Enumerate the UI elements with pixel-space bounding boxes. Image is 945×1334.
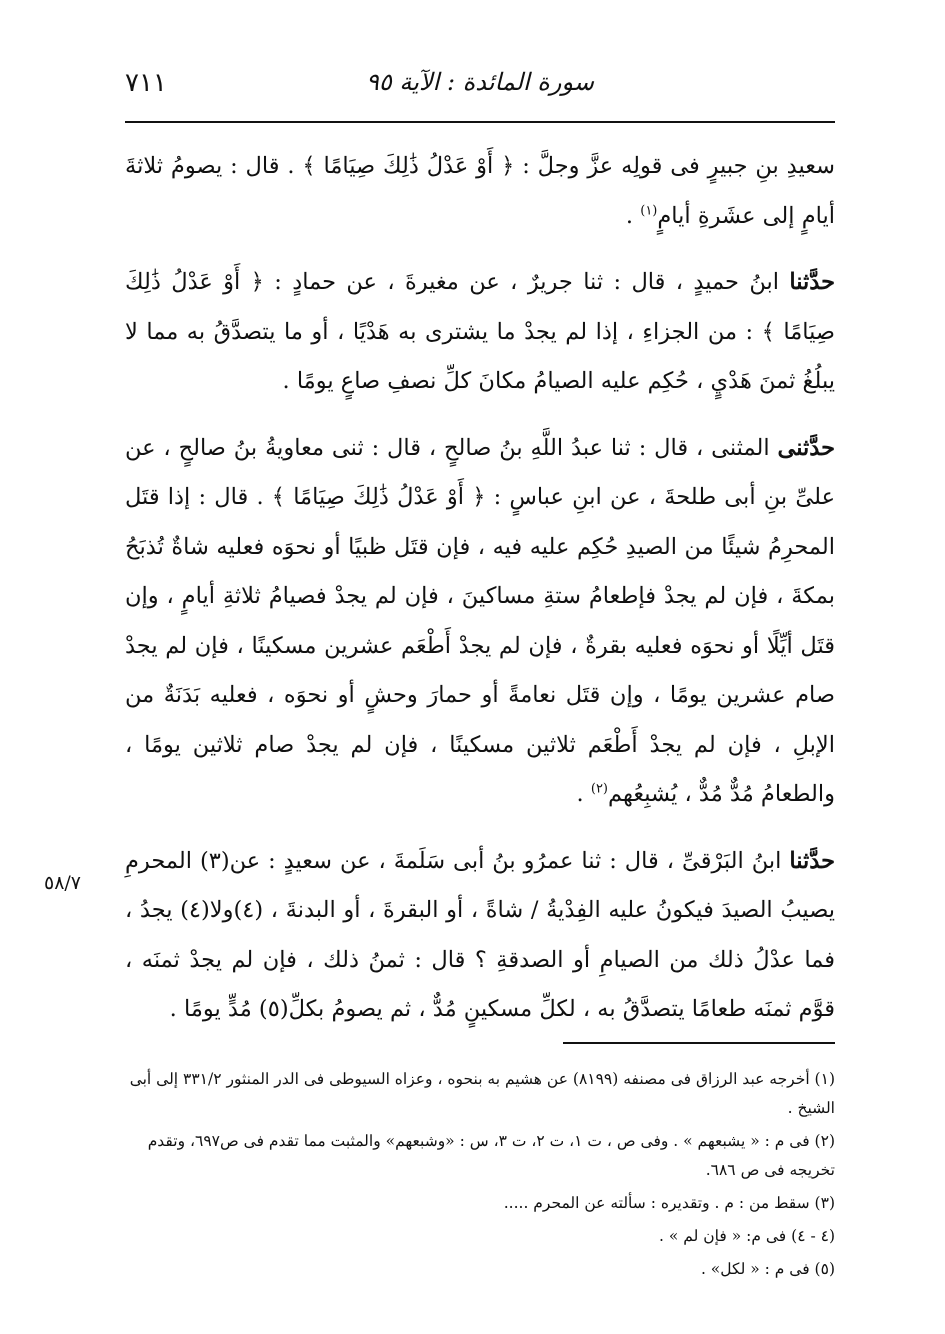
page-header	[125, 68, 835, 104]
page-number: ٧١١	[125, 68, 167, 98]
paragraph-text: المثنى ، قال : ثنا عبدُ اللَّهِ بنُ صالحٍ ، قال : ثنى معاويةُ بنُ صالحٍ ، عن علىِّ بنِ أبى طلحةَ ، عن ابنِ عباسٍ : ﴿ أَوْ عَدْلُ ذَٰلِكَ صِيَامًا ﴾ . قال : إذا قتَل المحرِمُ شيئًا من الصيدِ حُكِم عليه فيه ، فإن قتَل ظبيًا أو نحوَه فعليه شاةٌ تُذبَحُ بمكةَ ، فإن لم يجدْ فإطعامُ ستةِ مساكينَ ، فإن لم يجدْ فصيامُ ثلاثةِ أيامٍ ، وإن قتَل أيِّلًا أو نحوَه فعليه بقرةٌ ، فإن لم يجدْ أَطْعَم عشرين مسكينًا ، فإن لم يجدْ صام عشرين يومًا ، وإن قتَل نعامةً أو حمارَ وحشٍ أو نحوَه ، فعليه بَدَنَةٌ من الإبلِ ، فإن لم يجدْ أَطْعَم ثلاثين مسكينًا ، فإن لم يجدْ صام ثلاثين يومًا ، والطعامُ مُدٌّ مُدٌّ ، يُشبِعُهم	[125, 434, 835, 807]
paragraph-end: .	[576, 781, 591, 807]
footnote-4: (٤ - ٤) فى م: « فإن لم » .	[659, 1227, 835, 1245]
paragraph-end: .	[625, 202, 641, 229]
header-rule	[125, 121, 835, 123]
paragraph-lead: حدَّثنى	[777, 434, 835, 461]
paragraph-2	[125, 258, 835, 407]
footnote-rule	[563, 1042, 835, 1044]
paragraph-1	[125, 142, 835, 241]
paragraph-lead: حدَّثنا	[789, 847, 835, 874]
footnote-ref-2: (٢)	[590, 781, 608, 797]
running-title: سورة المائدة : الآية ٩٥	[366, 68, 594, 96]
paragraph-4	[125, 837, 835, 1035]
paragraph-text: سعيدِ بنِ جبيرٍ فى قولِه عزَّ وجلَّ : ﴿ أَوْ عَدْلُ ذَٰلِكَ صِيَامًا ﴾ . قال : يصومُ ثلاثةَ أيامٍ إلى عشَرةِ أيامٍ	[125, 153, 835, 229]
paragraph-3	[125, 424, 835, 820]
body-text	[125, 142, 835, 1052]
paragraph-lead: حدَّثنا	[789, 269, 835, 295]
footnote-ref-1: (١)	[640, 203, 658, 218]
footnote-5: (٥) فى م : « لكل» .	[700, 1260, 835, 1278]
paragraph-text: ابنُ البَرْقىِّ ، قال : ثنا عمرُو بنُ أبى سَلَمةَ ، عن سعيدٍ : عن(٣) المحرمِ يصيبُ الصيدَ فيكونُ عليه الفِدْيةُ / شاةً ، أو البقرةَ ، أو البدنةَ ، (٤)ولا(٤) يجدُ ، فما عدْلُ ذلك من الصيامِ أو الصدقةِ ؟ قال : ثمنُ ذلك ، فإن لم يجدْ ثمنَه ، قوَّم ثمنَه طعامًا يتصدَّقُ به ، لكلِّ مسكينٍ مُدٌّ ، ثم يصومُ بكلِّ(٥) مُدٍّ يومًا .	[125, 847, 835, 1022]
margin-volume-page-ref: ٥٨/٧	[44, 872, 82, 894]
paragraph-text: ابنُ حميدٍ ، قال : ثنا جريرٌ ، عن مغيرةَ ، عن حمادٍ : ﴿ أَوْ عَدْلُ ذَٰلِكَ صِيَامًا ﴾ : من الجزاءِ ، إذا لم يجدْ ما يشترى به هَدْيًا ، أو ما يتصدَّقُ به مما لا يبلُغُ ثمنَ هَدْيٍ ، حُكِم عليه الصيامُ مكانَ كلِّ نصفِ صاعٍ يومًا .	[125, 269, 835, 394]
footnote-2: (٢) فى م : « يشبعهم » . وفى ص ، ت ١، ت ٢، ت ٣، س : «وشبعهم» والمثبت مما تقدم فى ص٦٩٧، وتقدم تخريجه فى ص ٦٨٦.	[147, 1132, 835, 1179]
footnote-3: (٣) سقط من : م . وتقديره : سألته عن المحرم .....	[503, 1194, 835, 1212]
footnote-1: (١) أخرجه عبد الرزاق فى مصنفه (٨١٩٩) عن هشيم به بنحوه ، وعزاه السيوطى فى الدر المنثور ٣٣١/٢ إلى أبى الشيخ .	[129, 1070, 835, 1117]
footnotes	[125, 1065, 835, 1288]
